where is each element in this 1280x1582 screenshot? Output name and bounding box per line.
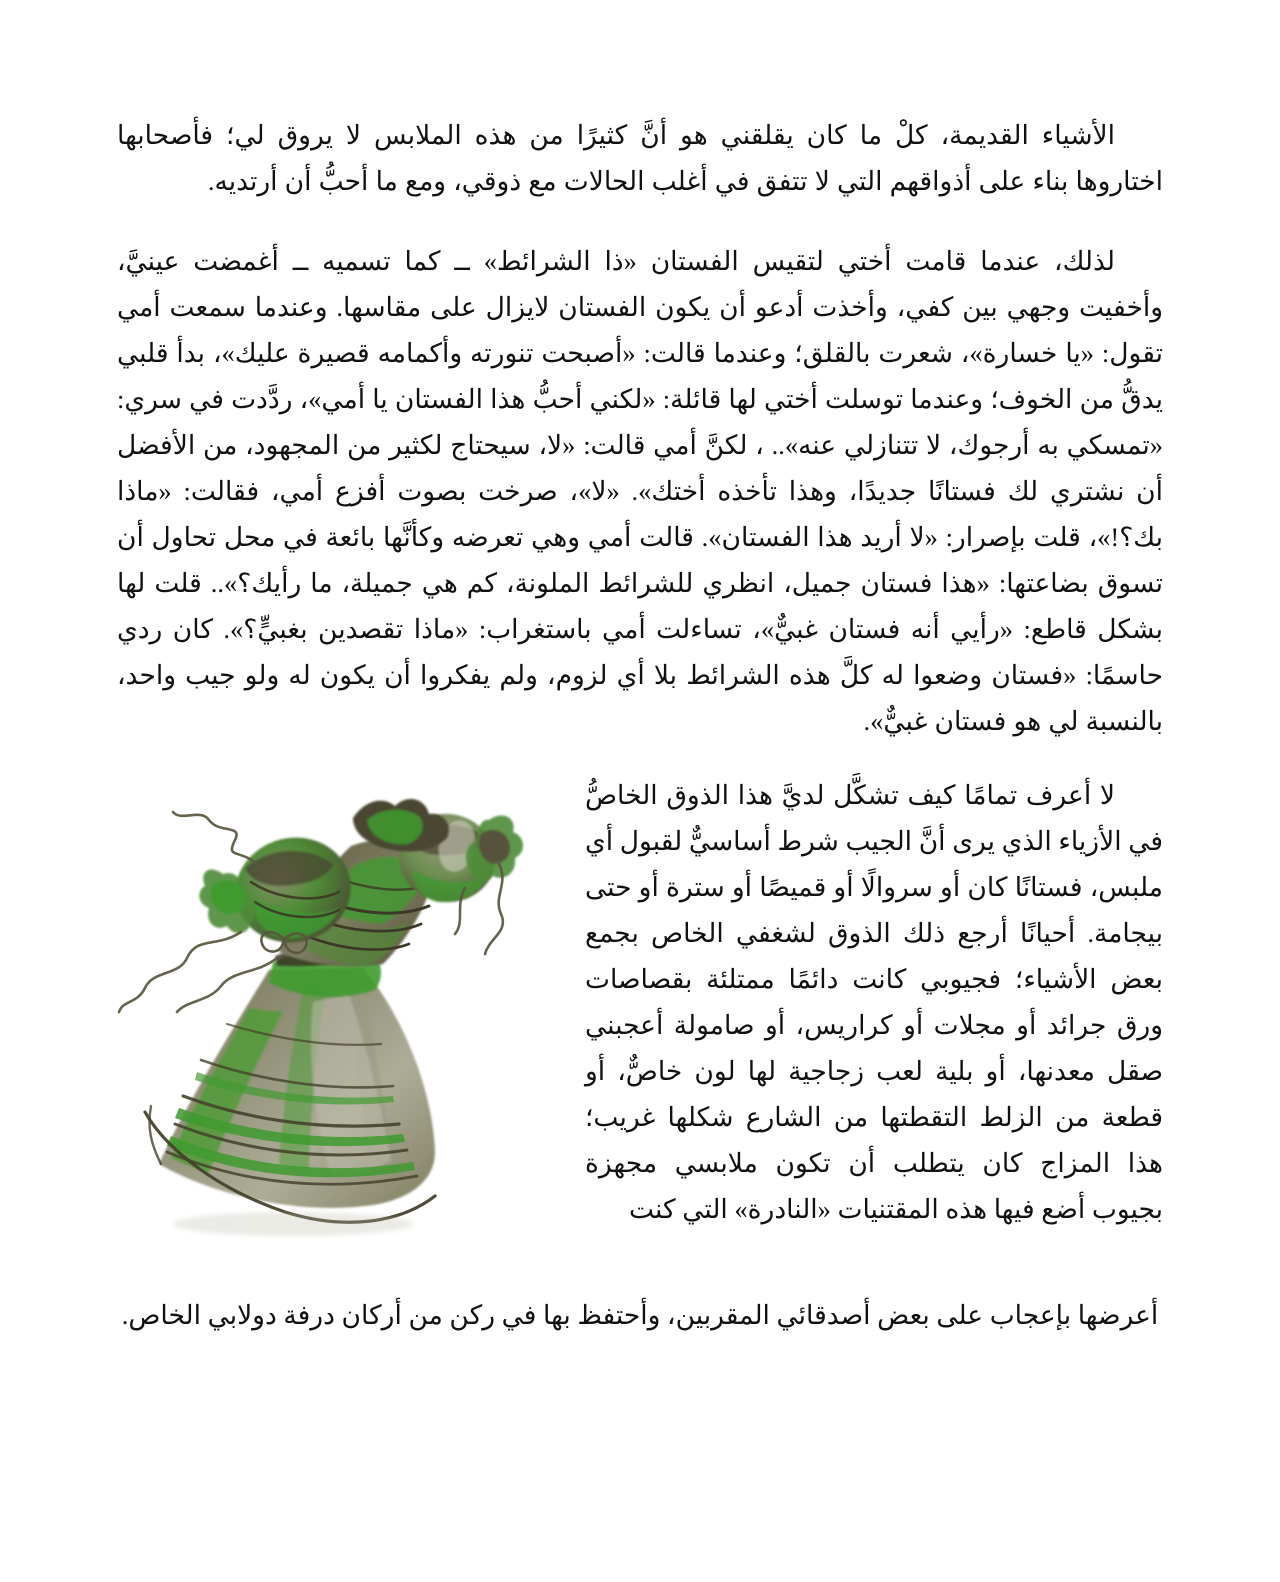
- dress-illustration-graphic: [117, 772, 585, 1292]
- illustrated-section: [117, 772, 1163, 1338]
- page-content: [117, 112, 1163, 1338]
- dress-illustration: [117, 772, 585, 1292]
- paragraph-2: لذلك، عندما قامت أختي لتقيس الفستان «ذا الشرائط» ــ كما تسميه ــ أغمضت عينيَّ، وأخفيت وجهي بين كفي، وأخذت أدعو أن يكون الفستان لايزال على مقاسها. وعندما سمعت أمي تقول: «يا خسارة»، شعرت بالقلق؛ وعندما قالت: «أصبحت تنورته وأكمامه قصيرة عليك»، بدأ قلبي يدقُّ من الخوف؛ وعندما توسلت أختي لها قائلة: «لكني أحبُّ هذا الفستان يا أمي»، ردَّدت في سري: «تمسكي به أرجوك، لا تتنازلي عنه».. ، لكنَّ أمي قالت: «لا، سيحتاج لكثير من المجهود، من الأفضل أن نشتري لك فستانًا جديدًا، وهذا تأخذه أختك». «لا»، صرخت بصوت أفزع أمي، فقالت: «ماذا بك؟!»، قلت بإصرار: «لا أريد هذا الفستان». قالت أمي وهي تعرضه وكأنَّها بائعة في محل تحاول أن تسوق بضاعتها: «هذا فستان جميل، انظري للشرائط الملونة، كم هي جميلة، ما رأيك؟».. قلت لها بشكل قاطع: «رأيي أنه فستان غبيٌّ»، تساءلت أمي باستغراب: «ماذا تقصدين بغبيٍّ؟». كان ردي حاسمًا: «فستان وضعوا له كلَّ هذه الشرائط بلا أي لزوم، ولم يفكروا أن يكون له ولو جيب واحد، بالنسبة لي هو فستان غبيٌّ».: [117, 246, 1163, 736]
- paragraph-3-wrapped: لا أعرف تمامًا كيف تشكَّل لديَّ هذا الذوق الخاصُّ في الأزياء الذي يرى أنَّ الجيب شرط أساسيٌّ لقبول أي ملبس، فستانًا كان أو سروالًا أو قميصًا أو سترة أو حتى بيجامة. أحيانًا أرجع ذلك الذوق لشغفي الخاص بجمع بعض الأشياء؛ فجيوبي كانت دائمًا ممتلئة بقصاصات ورق جرائد أو مجلات أو كراريس، أو صامولة أعجبني صقل معدنها، أو بلية لعب زجاجية لها لون خاصٌّ، أو قطعة من الزلط التقطتها من الشارع شكلها غريب؛ هذا المزاج كان يتطلب أن تكون ملابسي مجهزة بجيوب أضع فيها هذه المقتنيات «النادرة» التي كنت: [585, 780, 1163, 1224]
- paragraph-1: الأشياء القديمة، كلْ ما كان يقلقني هو أنَّ كثيرًا من هذه الملابس لا يروق لي؛ فأصحابها اختاروها بناء على أذواقهم التي لا تتفق في أغلب الحالات مع ذوقي، ومع ما أحبُّ أن أرتديه.: [117, 120, 1163, 196]
- paragraph-spacer: [117, 204, 1163, 238]
- paragraph-3-tail: أعرضها بإعجاب على بعض أصدقائي المقربين، وأحتفظ بها في ركن من أركان درفة دولابي الخاص.: [121, 1300, 1159, 1330]
